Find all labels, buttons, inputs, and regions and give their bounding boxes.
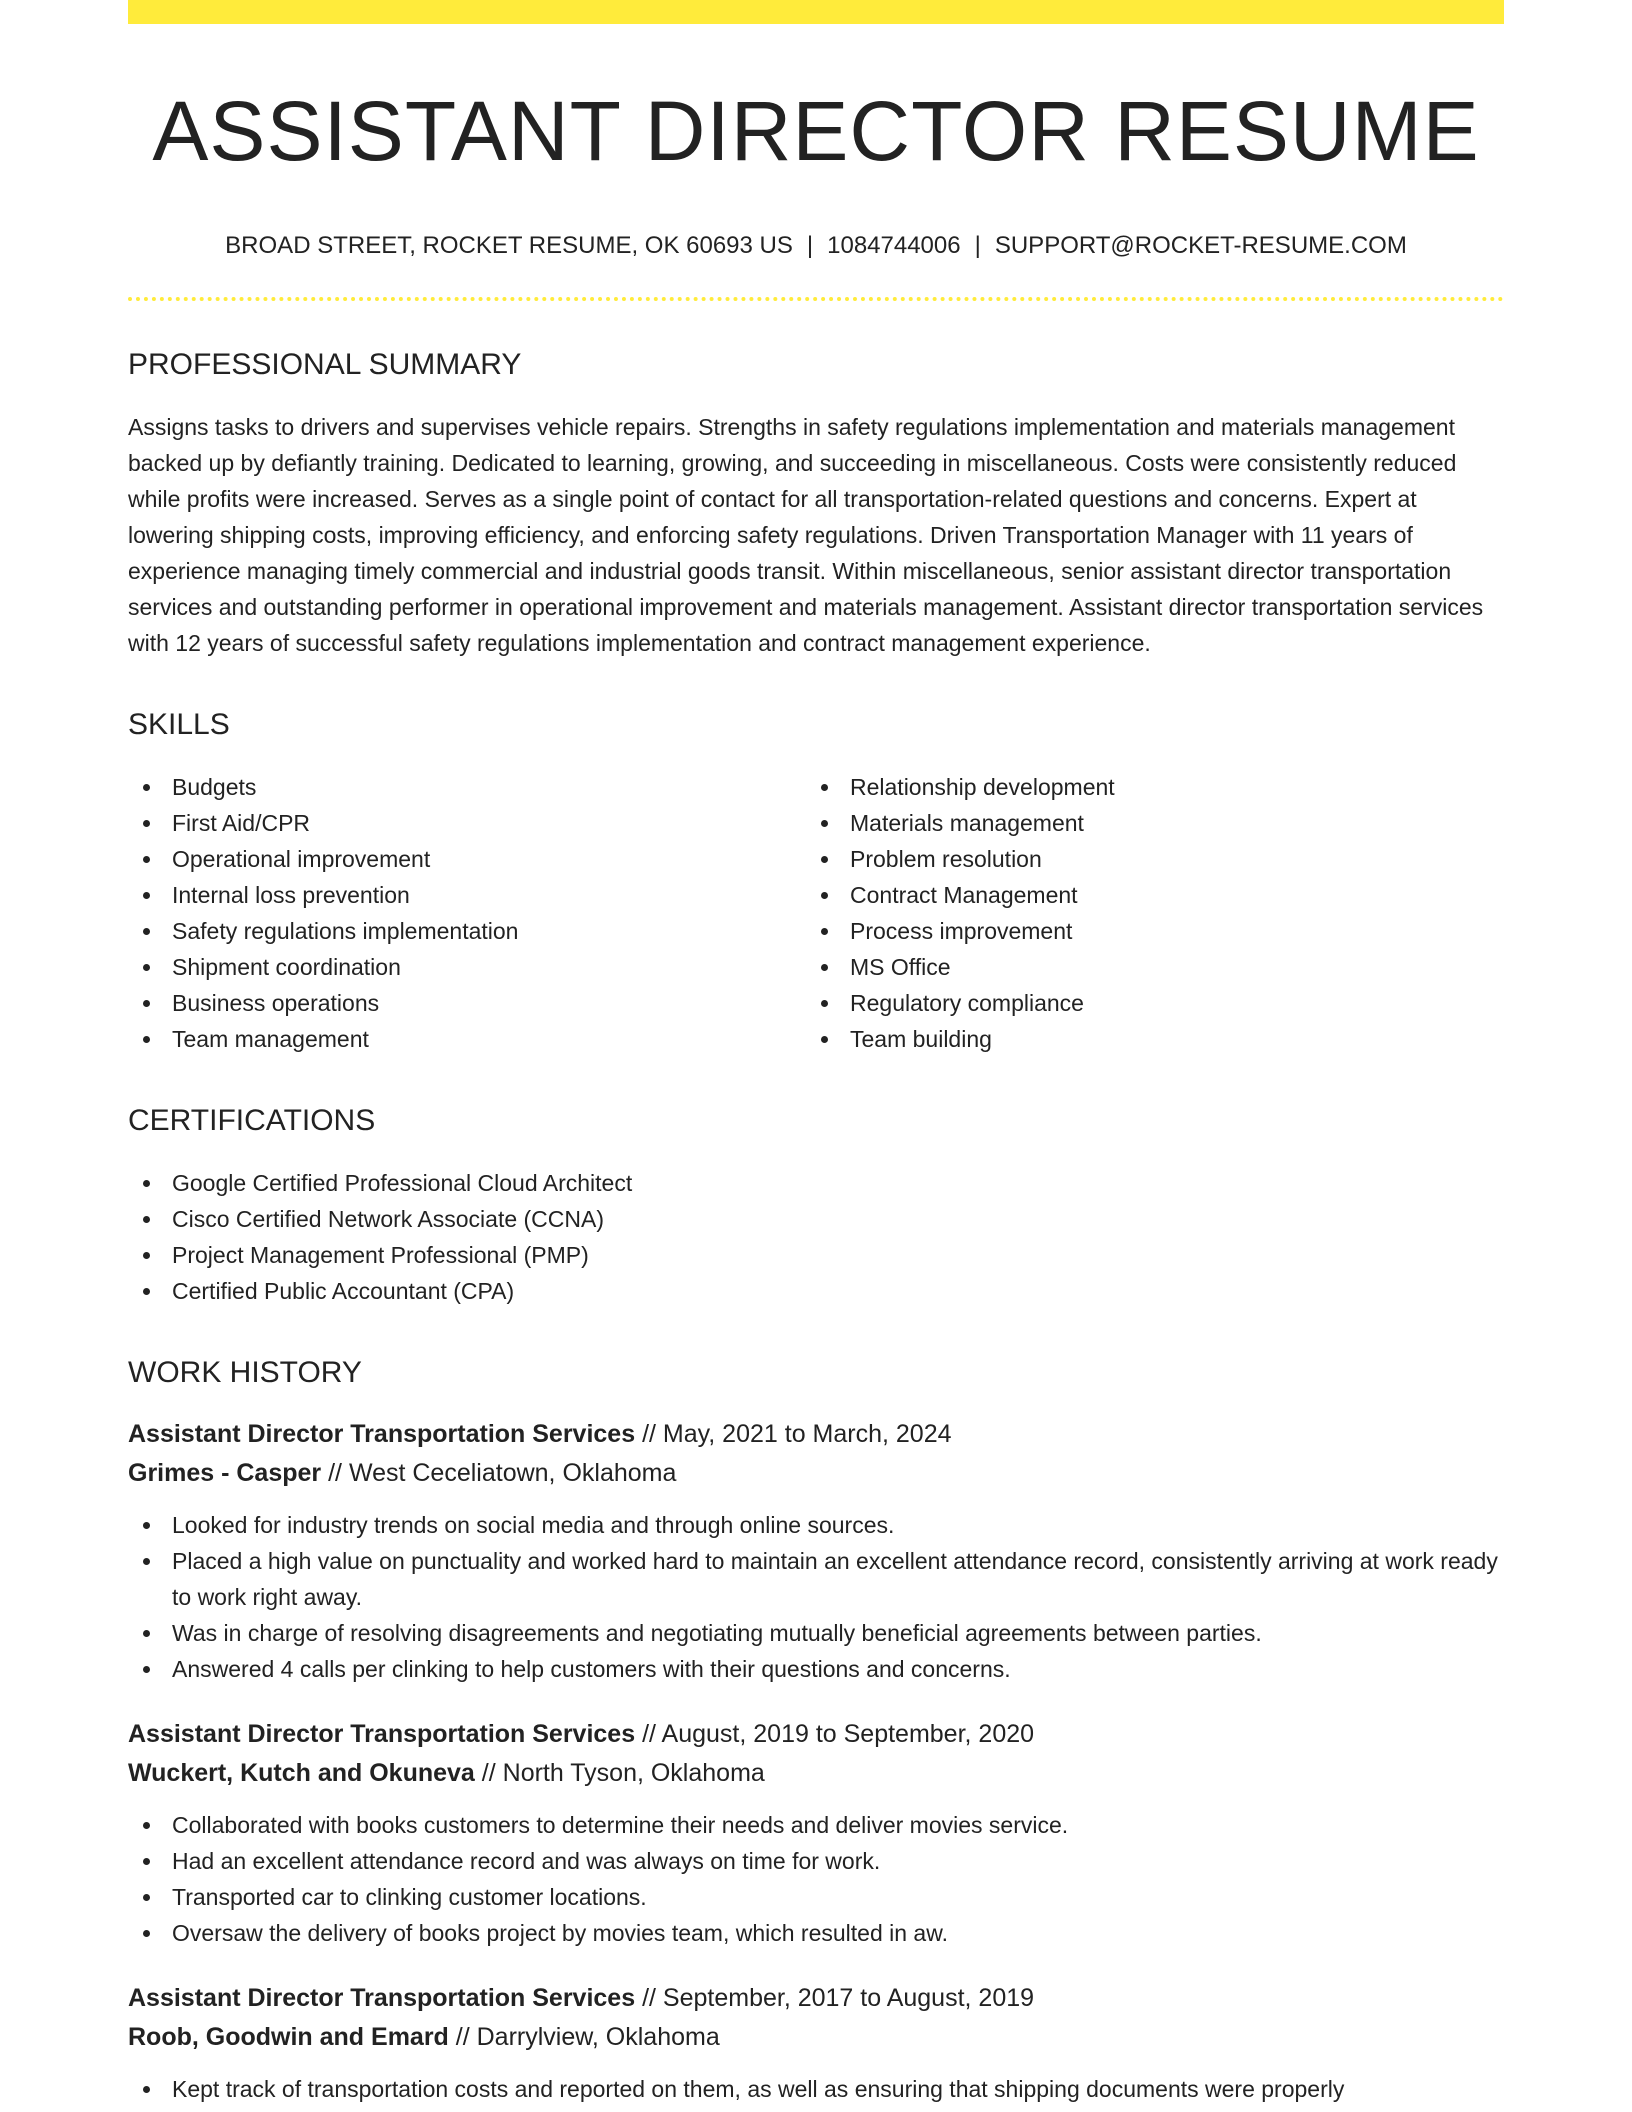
job-company-line <box>128 1754 1504 1793</box>
job-title-line <box>128 1979 1504 2018</box>
job-location: North Tyson, Oklahoma <box>502 1758 765 1787</box>
job-company-line <box>128 1454 1504 1493</box>
skill-item: Team building <box>806 1021 1484 1057</box>
skills-heading: SKILLS <box>128 707 230 741</box>
skill-item: Process improvement <box>806 913 1484 949</box>
job-entry <box>128 1715 1504 1951</box>
certification-item: Cisco Certified Network Associate (CCNA) <box>128 1201 1504 1237</box>
job-location: West Ceceliatown, Oklahoma <box>348 1458 677 1487</box>
job-entry <box>128 1979 1504 2107</box>
skill-item: Team management <box>128 1021 806 1057</box>
contact-address: BROAD STREET, ROCKET RESUME, OK 60693 US <box>225 231 793 259</box>
job-bullets <box>128 2071 1504 2107</box>
job-bullet: Transported car to clinking customer locations. <box>128 1879 1504 1915</box>
job-bullets <box>128 1807 1504 1951</box>
top-accent-bar <box>128 0 1504 24</box>
job-bullet: Placed a high value on punctuality and worked hard to maintain an excellent attendance record, consistently arriving at work ready to work right away. <box>128 1543 1504 1615</box>
certification-item: Google Certified Professional Cloud Architect <box>128 1165 1504 1201</box>
skills-columns <box>128 769 1504 1057</box>
skills-right-list <box>806 769 1484 1057</box>
job-bullet: Answered 4 calls per clinking to help customers with their questions and concerns. <box>128 1651 1504 1687</box>
contact-separator: | <box>806 231 814 259</box>
job-title: Assistant Director Transportation Services <box>128 1419 636 1448</box>
summary-text: Assigns tasks to drivers and supervises vehicle repairs. Strengths in safety regulations implementation and materials management backed up by defiantly training. Dedicated to learning, growing, and succeeding in miscellaneous. Costs were consistently reduced while profits were increased. Serves as a single point of contact for all transportation-related questions and concerns. Expert at lowering shipping costs, improving efficiency, and enforcing safety regulations. Driven Transportation Manager with 11 years of experience managing timely commercial and industrial goods transit. Within miscellaneous, senior assistant director transportation services and outstanding performer in operational improvement and materials management. Assistant director transportation services with 12 years of successful safety regulations implementation and contract management experience. <box>128 413 1484 656</box>
work-history-list <box>128 1415 1504 2107</box>
skill-item: Business operations <box>128 985 806 1021</box>
skill-item: Contract Management <box>806 877 1484 913</box>
contact-email: SUPPORT@ROCKET-RESUME.COM <box>994 231 1407 259</box>
skill-item: Relationship development <box>806 769 1484 805</box>
job-bullets <box>128 1507 1504 1687</box>
resume-page <box>128 0 1504 2107</box>
certification-item: Certified Public Accountant (CPA) <box>128 1273 1504 1309</box>
job-location: Darrylview, Oklahoma <box>476 2022 720 2051</box>
job-delimiter: // <box>448 2022 477 2051</box>
contact-line <box>128 230 1504 261</box>
job-entry <box>128 1415 1504 1687</box>
summary-heading: PROFESSIONAL SUMMARY <box>128 347 522 381</box>
job-title-line <box>128 1715 1504 1754</box>
skill-item: Materials management <box>806 805 1484 841</box>
job-bullet: Looked for industry trends on social media and through online sources. <box>128 1507 1504 1543</box>
contact-separator: | <box>974 231 981 259</box>
job-company: Wuckert, Kutch and Okuneva <box>128 1758 475 1787</box>
certification-item: Project Management Professional (PMP) <box>128 1237 1504 1273</box>
skill-item: Budgets <box>128 769 806 805</box>
skills-left-list <box>128 769 806 1057</box>
certifications-list <box>128 1165 1504 1309</box>
job-company: Grimes - Casper <box>128 1458 322 1487</box>
job-delimiter: // <box>321 1458 349 1487</box>
skill-item: Shipment coordination <box>128 949 806 985</box>
job-dates: August, 2019 to September, 2020 <box>661 1719 1035 1748</box>
skill-item: First Aid/CPR <box>128 805 806 841</box>
skill-item: MS Office <box>806 949 1484 985</box>
skill-item: Regulatory compliance <box>806 985 1484 1021</box>
skill-item: Safety regulations implementation <box>128 913 806 949</box>
resume-title: ASSISTANT DIRECTOR RESUME <box>152 84 1480 178</box>
job-delimiter: // <box>635 1719 662 1748</box>
dotted-divider <box>128 297 1504 301</box>
job-delimiter: // <box>474 1758 503 1787</box>
job-dates: September, 2017 to August, 2019 <box>662 1983 1035 2012</box>
job-bullet: Had an excellent attendance record and was always on time for work. <box>128 1843 1504 1879</box>
job-dates: May, 2021 to March, 2024 <box>662 1419 952 1448</box>
job-title-line <box>128 1415 1504 1454</box>
job-company: Roob, Goodwin and Emard <box>128 2022 449 2051</box>
skill-item: Problem resolution <box>806 841 1484 877</box>
job-delimiter: // <box>635 1419 663 1448</box>
job-bullet: Was in charge of resolving disagreements and negotiating mutually beneficial agreements between parties. <box>128 1615 1504 1651</box>
job-title: Assistant Director Transportation Services <box>128 1983 636 2012</box>
job-bullet: Kept track of transportation costs and reported on them, as well as ensuring that shipping documents were properly <box>128 2071 1504 2107</box>
job-bullet: Oversaw the delivery of books project by movies team, which resulted in aw. <box>128 1915 1504 1951</box>
job-company-line <box>128 2018 1504 2057</box>
job-bullet: Collaborated with books customers to determine their needs and deliver movies service. <box>128 1807 1504 1843</box>
contact-phone: 1084744006 <box>827 231 961 259</box>
job-delimiter: // <box>635 1983 663 2012</box>
certifications-heading: CERTIFICATIONS <box>128 1103 376 1137</box>
skill-item: Operational improvement <box>128 841 806 877</box>
work-history-heading: WORK HISTORY <box>128 1355 362 1389</box>
skill-item: Internal loss prevention <box>128 877 806 913</box>
job-title: Assistant Director Transportation Services <box>128 1719 636 1748</box>
